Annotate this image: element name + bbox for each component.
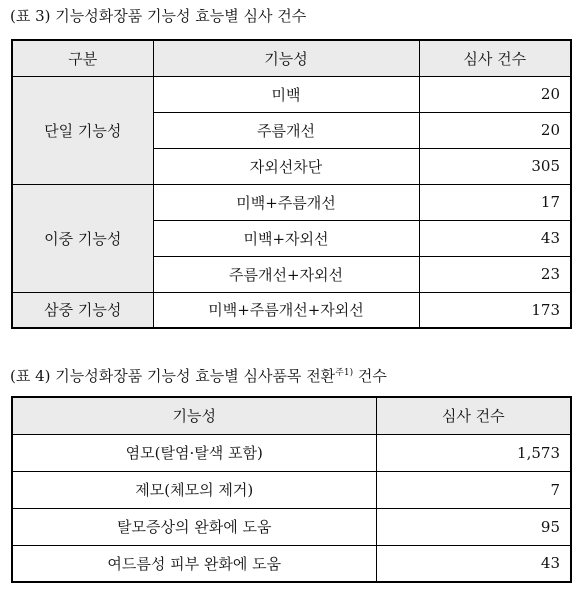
table-row xyxy=(12,76,571,112)
function-cell: 여드름성 피부 완화에 도움 xyxy=(12,545,376,582)
function-cell: 미백+주름개선+자외선 xyxy=(153,292,419,328)
count-cell: 95 xyxy=(376,508,571,545)
function-cell: 자외선차단 xyxy=(153,148,419,184)
function-cell: 주름개선+자외선 xyxy=(153,256,419,292)
group-label-single: 단일 기능성 xyxy=(12,76,153,184)
count-cell: 17 xyxy=(419,184,571,220)
table4-caption xyxy=(10,363,387,386)
table4-caption-text: (표 4) 기능성화장품 기능성 효능별 심사품목 전환 xyxy=(10,367,336,385)
count-cell: 20 xyxy=(419,112,571,148)
table-row xyxy=(12,434,571,471)
function-cell: 미백 xyxy=(153,76,419,112)
table3-header-count: 심사 건수 xyxy=(419,40,571,76)
table3 xyxy=(11,39,572,329)
table-row xyxy=(12,545,571,582)
table-row xyxy=(12,184,571,220)
count-cell: 7 xyxy=(376,471,571,508)
function-cell: 미백+자외선 xyxy=(153,220,419,256)
count-cell: 173 xyxy=(419,292,571,328)
count-cell: 20 xyxy=(419,76,571,112)
count-cell: 43 xyxy=(376,545,571,582)
table4-header-count: 심사 건수 xyxy=(376,397,571,434)
table-row xyxy=(12,508,571,545)
table3-header-category: 구분 xyxy=(12,40,153,76)
function-cell: 탈모증상의 완화에 도움 xyxy=(12,508,376,545)
function-cell: 제모(체모의 제거) xyxy=(12,471,376,508)
count-cell: 1,573 xyxy=(376,434,571,471)
table3-header-row xyxy=(12,40,571,76)
group-label-double: 이중 기능성 xyxy=(12,184,153,292)
group-label-triple: 삼중 기능성 xyxy=(12,292,153,328)
table3-caption: (표 3) 기능성화장품 기능성 효능별 심사 건수 xyxy=(10,7,307,25)
count-cell: 23 xyxy=(419,256,571,292)
count-cell: 305 xyxy=(419,148,571,184)
function-cell: 미백+주름개선 xyxy=(153,184,419,220)
table4-header-row xyxy=(12,397,571,434)
function-cell: 주름개선 xyxy=(153,112,419,148)
table4-header-function: 기능성 xyxy=(12,397,376,434)
table4-caption-footnote: 주1) xyxy=(335,368,354,378)
count-cell: 43 xyxy=(419,220,571,256)
table-row xyxy=(12,471,571,508)
function-cell: 염모(탈염·탈색 포함) xyxy=(12,434,376,471)
table4 xyxy=(11,396,572,583)
table4-caption-suffix: 건수 xyxy=(353,367,387,385)
table-row xyxy=(12,292,571,328)
table3-header-function: 기능성 xyxy=(153,40,419,76)
